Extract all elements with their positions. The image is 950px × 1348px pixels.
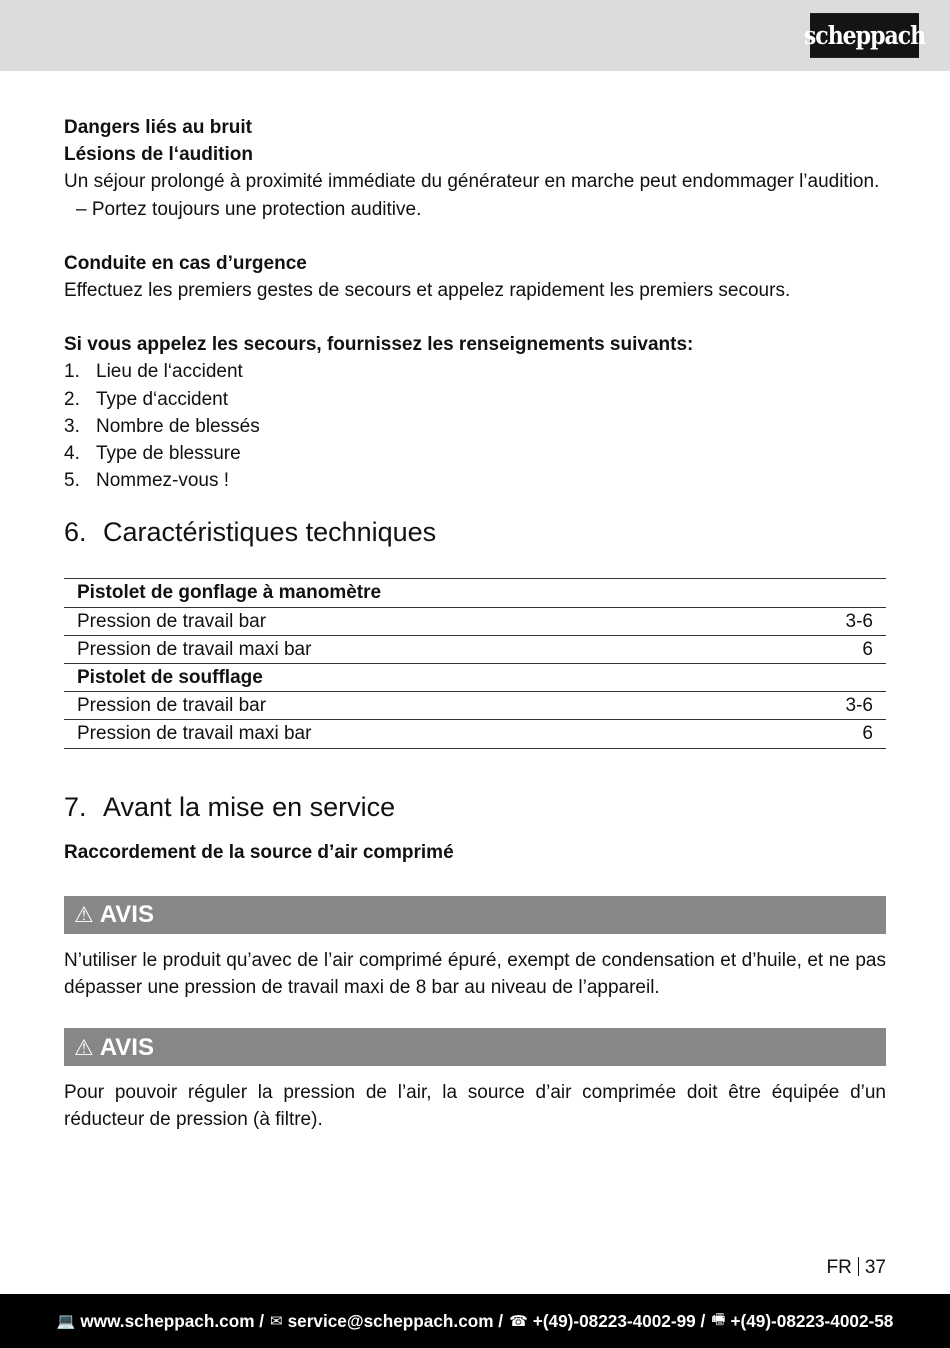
table-row [64,579,886,607]
hearing-text: Un séjour prolongé à proximité immédiate du générateur en marche peut endommager l’audition. [64,171,880,193]
compressed-air-heading: Raccordement de la source d’air comprimé [64,841,454,863]
list-item: 1. Lieu de l‘accident [64,361,243,383]
computer-icon: 💻 [56,1313,76,1330]
list-item: 2. Type d‘accident [64,388,229,410]
table-group-header: Pistolet de soufflage [64,664,886,692]
notice-label: AVIS [99,1033,154,1061]
call-info-list [64,358,886,494]
emergency-heading: Conduite en cas d’urgence [64,252,307,274]
mail-icon: ✉ [270,1313,283,1330]
specs-table [64,578,886,748]
table-row: Pression de travail maxi bar 6 [64,635,886,663]
footer-phone: +(49)-08223-4002-99 / [532,1310,706,1331]
notice-label: AVIS [99,901,154,929]
list-item: 3. Nombre de blessés [64,415,260,437]
hearing-bullet: – Portez toujours une protection auditive. [76,198,422,220]
brand-logo [803,13,926,58]
page-number: FR 37 [826,1257,886,1278]
notice-banner [64,1028,886,1066]
table-row: Pression de travail bar 3-6 [64,607,886,635]
footer-bar [0,1294,950,1348]
list-item: 4. Type de blessure [64,443,241,465]
page-content [64,114,886,1134]
noise-heading: Dangers liés au bruit [64,117,252,138]
footer-email-link[interactable]: service@scheppach.com / [287,1310,504,1331]
hearing-heading: Lésions de l‘audition [64,144,253,166]
call-heading: Si vous appelez les secours, fournissez les renseignements suivants: [64,334,694,356]
header-bar [0,0,950,71]
section-6-title: 6. Caractéristiques techniques [64,517,437,548]
emergency-text: Effectuez les premiers gestes de secours et appelez rapidement les premiers secours. [64,280,791,302]
footer-fax: +(49)-08223-4002-58 [730,1310,894,1331]
section-7-title: 7. Avant la mise en service [64,791,396,822]
phone-icon: ☎ [509,1313,528,1330]
table-group-header: Pistolet de gonflage à manomètre [64,579,886,607]
list-item: 5. Nommez-vous ! [64,470,230,492]
table-row [64,664,886,692]
notice-text: N’utiliser le produit qu’avec de l’air comprimé épuré, exempt de condensation et d’huile, et ne pas dépasser une pression de travail maxi de 8 bar au niveau de l’appareil. [64,949,886,999]
table-row: Pression de travail bar 3-6 [64,692,886,720]
warning-triangle-icon: ⚠ [74,1034,94,1060]
warning-triangle-icon: ⚠ [74,902,94,928]
fax-icon: 🖷 [711,1310,726,1328]
notice-banner [64,896,886,934]
table-row: Pression de travail maxi bar 6 [64,720,886,748]
logo-text: scheppach [803,20,926,51]
footer-web-link[interactable]: www.scheppach.com / [80,1310,265,1331]
notice-text: Pour pouvoir réguler la pression de l’air, la source d’air comprimée doit être équipée d’un réducteur de pression (à filtre). [64,1082,886,1131]
